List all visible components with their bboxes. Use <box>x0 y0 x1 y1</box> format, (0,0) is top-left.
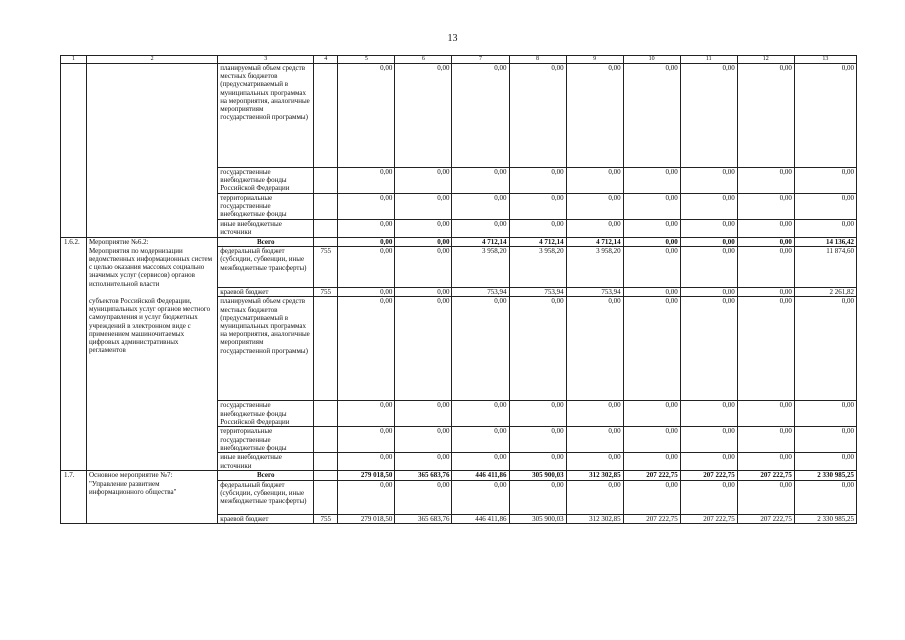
value-cell: 753,94 <box>452 288 509 297</box>
row-grbs: 755 <box>314 288 338 297</box>
column-header: 10 <box>623 56 680 64</box>
table-row <box>61 401 857 427</box>
row-source: краевой бюджет <box>218 514 314 523</box>
value-cell: 0,00 <box>452 194 509 220</box>
value-cell: 0,00 <box>452 168 509 194</box>
value-cell: 0,00 <box>680 480 737 514</box>
value-cell: 2 330 985,25 <box>794 514 856 523</box>
row-code <box>61 480 87 514</box>
value-cell: 3 958,20 <box>452 247 509 288</box>
table-row <box>61 453 857 471</box>
value-cell: 4 712,14 <box>566 238 623 247</box>
value-cell: 312 302,85 <box>566 471 623 480</box>
row-name <box>87 194 218 220</box>
value-cell: 0,00 <box>395 238 452 247</box>
value-cell: 0,00 <box>566 453 623 471</box>
value-cell: 3 958,20 <box>509 247 566 288</box>
column-header: 8 <box>509 56 566 64</box>
value-cell: 0,00 <box>737 220 794 238</box>
row-source: государственные внебюджетные фонды Российской Федерации <box>218 401 314 427</box>
value-cell: 0,00 <box>338 220 395 238</box>
row-code <box>61 247 87 288</box>
row-code <box>61 514 87 523</box>
value-cell: 0,00 <box>737 194 794 220</box>
value-cell: 0,00 <box>680 238 737 247</box>
value-cell: 0,00 <box>794 480 856 514</box>
value-cell: 0,00 <box>395 194 452 220</box>
row-code: 1.6.2. <box>61 238 87 247</box>
row-name: субъектов Российской Федерации, муниципальных услуг органов местного самоуправления и услуг бюджетных учреждений в электронном виде с применением машиночитаемых цифровых административных регламентов <box>87 297 218 401</box>
value-cell: 0,00 <box>794 427 856 453</box>
value-cell: 0,00 <box>566 480 623 514</box>
column-header: 2 <box>87 56 218 64</box>
value-cell: 2 330 985,25 <box>794 471 856 480</box>
value-cell: 4 712,14 <box>452 238 509 247</box>
value-cell: 0,00 <box>509 297 566 401</box>
value-cell: 0,00 <box>338 453 395 471</box>
table-row <box>61 220 857 238</box>
value-cell: 305 900,03 <box>509 514 566 523</box>
row-grbs <box>314 168 338 194</box>
value-cell: 0,00 <box>566 64 623 168</box>
row-grbs <box>314 427 338 453</box>
value-cell: 0,00 <box>395 427 452 453</box>
value-cell: 0,00 <box>395 288 452 297</box>
value-cell: 0,00 <box>509 194 566 220</box>
value-cell: 0,00 <box>338 401 395 427</box>
value-cell: 0,00 <box>338 427 395 453</box>
value-cell: 0,00 <box>623 168 680 194</box>
value-cell: 0,00 <box>623 64 680 168</box>
value-cell: 0,00 <box>452 220 509 238</box>
value-cell: 0,00 <box>794 168 856 194</box>
row-code <box>61 220 87 238</box>
column-header: 6 <box>395 56 452 64</box>
value-cell: 0,00 <box>452 453 509 471</box>
table-row <box>61 288 857 297</box>
value-cell: 279 018,50 <box>338 514 395 523</box>
value-cell: 0,00 <box>680 194 737 220</box>
value-cell: 0,00 <box>623 401 680 427</box>
column-header: 9 <box>566 56 623 64</box>
value-cell: 0,00 <box>395 64 452 168</box>
column-header: 5 <box>338 56 395 64</box>
table-row <box>61 514 857 523</box>
value-cell: 0,00 <box>566 401 623 427</box>
value-cell: 0,00 <box>509 427 566 453</box>
value-cell: 0,00 <box>566 194 623 220</box>
value-cell: 207 222,75 <box>737 471 794 480</box>
value-cell: 0,00 <box>623 247 680 288</box>
value-cell: 0,00 <box>623 480 680 514</box>
value-cell: 0,00 <box>509 480 566 514</box>
row-code <box>61 64 87 168</box>
value-cell: 4 712,14 <box>509 238 566 247</box>
value-cell: 753,94 <box>509 288 566 297</box>
page-number: 13 <box>447 33 458 44</box>
row-grbs <box>314 220 338 238</box>
value-cell: 207 222,75 <box>737 514 794 523</box>
row-grbs <box>314 64 338 168</box>
value-cell: 0,00 <box>395 168 452 194</box>
row-name: Основное мероприятие №7: <box>87 471 218 480</box>
value-cell: 0,00 <box>623 453 680 471</box>
value-cell: 0,00 <box>737 401 794 427</box>
row-grbs <box>314 471 338 480</box>
value-cell: 0,00 <box>509 453 566 471</box>
row-source: территориальные государственные внебюджетные фонды <box>218 427 314 453</box>
row-grbs <box>314 453 338 471</box>
value-cell: 0,00 <box>737 238 794 247</box>
row-grbs <box>314 401 338 427</box>
value-cell: 0,00 <box>680 247 737 288</box>
value-cell: 0,00 <box>680 427 737 453</box>
table-body <box>61 56 857 524</box>
value-cell: 0,00 <box>509 401 566 427</box>
value-cell: 0,00 <box>737 480 794 514</box>
value-cell: 0,00 <box>566 220 623 238</box>
value-cell: 0,00 <box>623 220 680 238</box>
column-header: 1 <box>61 56 87 64</box>
row-code: 1.7. <box>61 471 87 480</box>
row-grbs <box>314 194 338 220</box>
row-name <box>87 64 218 168</box>
value-cell: 0,00 <box>452 427 509 453</box>
row-source: Всего <box>218 238 314 247</box>
value-cell: 14 136,42 <box>794 238 856 247</box>
column-header: 12 <box>737 56 794 64</box>
row-code <box>61 194 87 220</box>
value-cell: 207 222,75 <box>623 471 680 480</box>
value-cell: 0,00 <box>680 453 737 471</box>
value-cell: 0,00 <box>338 194 395 220</box>
value-cell: 0,00 <box>395 247 452 288</box>
table-row <box>61 480 857 514</box>
value-cell: 0,00 <box>623 194 680 220</box>
value-cell: 0,00 <box>338 297 395 401</box>
row-name <box>87 168 218 194</box>
value-cell: 0,00 <box>737 168 794 194</box>
value-cell: 11 874,60 <box>794 247 856 288</box>
row-name: "Управление развитием информационного общества" <box>87 480 218 514</box>
table-row <box>61 194 857 220</box>
value-cell: 2 261,82 <box>794 288 856 297</box>
value-cell: 0,00 <box>737 297 794 401</box>
row-code <box>61 453 87 471</box>
value-cell: 0,00 <box>395 480 452 514</box>
row-code <box>61 288 87 297</box>
row-source: иные внебюджетные источники <box>218 453 314 471</box>
row-source: государственные внебюджетные фонды Российской Федерации <box>218 168 314 194</box>
column-header: 13 <box>794 56 856 64</box>
table-row <box>61 64 857 168</box>
value-cell: 0,00 <box>794 453 856 471</box>
row-name <box>87 401 218 427</box>
value-cell: 0,00 <box>680 168 737 194</box>
row-source: планируемый объем средств местных бюджетов (предусматриваемый в муниципальных программах на мероприятия, аналогичные мероприятиям государственной программы) <box>218 297 314 401</box>
value-cell: 305 900,03 <box>509 471 566 480</box>
column-header: 3 <box>218 56 314 64</box>
value-cell: 0,00 <box>623 427 680 453</box>
value-cell: 0,00 <box>338 480 395 514</box>
value-cell: 0,00 <box>794 401 856 427</box>
value-cell: 0,00 <box>680 220 737 238</box>
value-cell: 0,00 <box>452 401 509 427</box>
value-cell: 207 222,75 <box>623 514 680 523</box>
table-row <box>61 471 857 480</box>
row-name <box>87 453 218 471</box>
table-row <box>61 427 857 453</box>
header-row <box>61 56 857 64</box>
row-grbs: 755 <box>314 514 338 523</box>
value-cell: 0,00 <box>509 168 566 194</box>
value-cell: 0,00 <box>452 480 509 514</box>
value-cell: 446 411,86 <box>452 471 509 480</box>
value-cell: 0,00 <box>338 238 395 247</box>
value-cell: 0,00 <box>794 64 856 168</box>
table-row <box>61 238 857 247</box>
value-cell: 0,00 <box>338 288 395 297</box>
value-cell: 0,00 <box>737 453 794 471</box>
row-name: Мероприятия по модернизации ведомственных информационных систем с целью оказания массовых социально значимых услуг (сервисов) органов исполнительной власти <box>87 247 218 288</box>
row-name <box>87 514 218 523</box>
row-code <box>61 427 87 453</box>
row-source: федеральный бюджет (субсидии, субвенции, иные межбюджетные трансферты) <box>218 247 314 288</box>
row-grbs: 755 <box>314 247 338 288</box>
table-row <box>61 297 857 401</box>
row-source: иные внебюджетные источники <box>218 220 314 238</box>
value-cell: 0,00 <box>338 64 395 168</box>
value-cell: 0,00 <box>794 194 856 220</box>
value-cell: 365 683,76 <box>395 514 452 523</box>
value-cell: 312 302,85 <box>566 514 623 523</box>
row-source: федеральный бюджет (субсидии, субвенции, иные межбюджетные трансферты) <box>218 480 314 514</box>
value-cell: 279 018,50 <box>338 471 395 480</box>
value-cell: 3 958,20 <box>566 247 623 288</box>
row-source: территориальные государственные внебюджетные фонды <box>218 194 314 220</box>
row-code <box>61 401 87 427</box>
value-cell: 0,00 <box>509 64 566 168</box>
value-cell: 0,00 <box>680 297 737 401</box>
value-cell: 0,00 <box>737 427 794 453</box>
column-header: 4 <box>314 56 338 64</box>
value-cell: 0,00 <box>680 64 737 168</box>
column-header: 7 <box>452 56 509 64</box>
value-cell: 0,00 <box>623 288 680 297</box>
row-grbs <box>314 238 338 247</box>
row-source: планируемый объем средств местных бюджетов (предусматриваемый в муниципальных программах на мероприятия, аналогичные мероприятиям государственной программы) <box>218 64 314 168</box>
value-cell: 0,00 <box>395 453 452 471</box>
row-name <box>87 427 218 453</box>
row-name: Мероприятие №6.2: <box>87 238 218 247</box>
value-cell: 0,00 <box>566 427 623 453</box>
value-cell: 0,00 <box>395 401 452 427</box>
value-cell: 0,00 <box>338 168 395 194</box>
value-cell: 446 411,86 <box>452 514 509 523</box>
value-cell: 0,00 <box>566 297 623 401</box>
value-cell: 207 222,75 <box>680 514 737 523</box>
value-cell: 0,00 <box>338 247 395 288</box>
value-cell: 207 222,75 <box>680 471 737 480</box>
table-row <box>61 168 857 194</box>
value-cell: 0,00 <box>566 168 623 194</box>
value-cell: 0,00 <box>452 64 509 168</box>
value-cell: 0,00 <box>737 288 794 297</box>
row-source: Всего <box>218 471 314 480</box>
row-source: краевой бюджет <box>218 288 314 297</box>
row-code <box>61 297 87 401</box>
value-cell: 0,00 <box>623 297 680 401</box>
value-cell: 0,00 <box>509 220 566 238</box>
row-code <box>61 168 87 194</box>
table-row <box>61 247 857 288</box>
row-name <box>87 288 218 297</box>
value-cell: 0,00 <box>452 297 509 401</box>
row-name <box>87 220 218 238</box>
row-grbs <box>314 297 338 401</box>
value-cell: 0,00 <box>794 220 856 238</box>
value-cell: 365 683,76 <box>395 471 452 480</box>
column-header: 11 <box>680 56 737 64</box>
value-cell: 0,00 <box>395 297 452 401</box>
value-cell: 0,00 <box>680 288 737 297</box>
value-cell: 0,00 <box>794 297 856 401</box>
row-grbs <box>314 480 338 514</box>
value-cell: 0,00 <box>395 220 452 238</box>
budget-table <box>60 55 857 524</box>
value-cell: 0,00 <box>737 247 794 288</box>
value-cell: 0,00 <box>737 64 794 168</box>
value-cell: 0,00 <box>680 401 737 427</box>
value-cell: 753,94 <box>566 288 623 297</box>
value-cell: 0,00 <box>623 238 680 247</box>
